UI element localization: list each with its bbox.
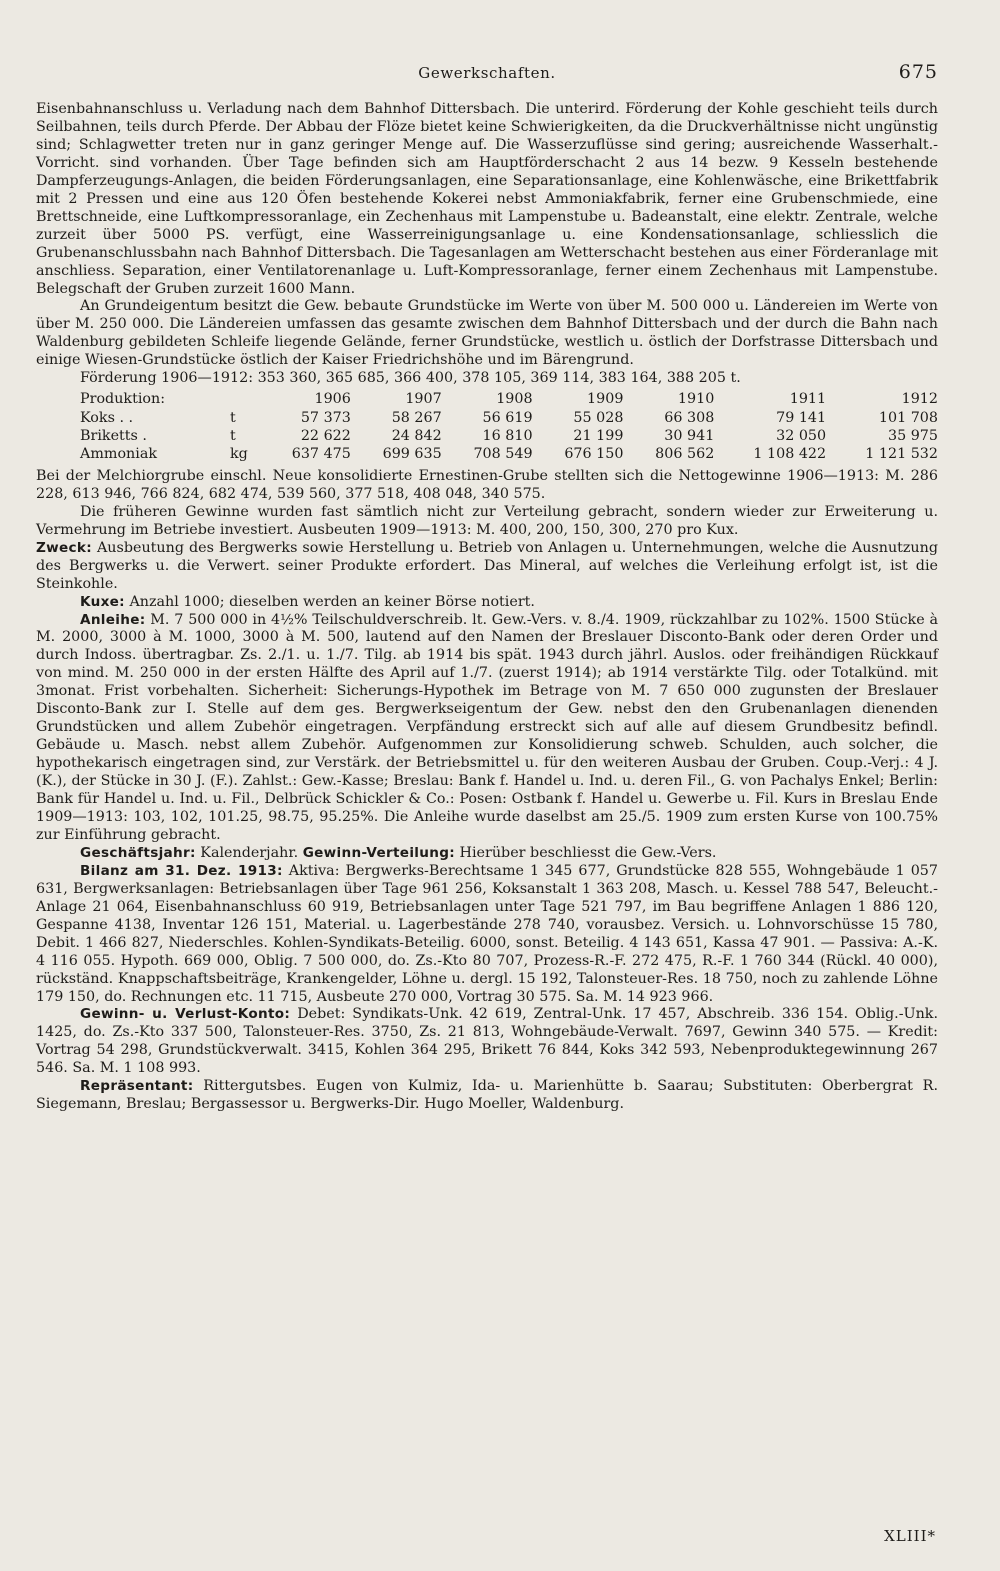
section-label: Bilanz am 31. Dez. 1913:: [80, 862, 283, 879]
section-label: Gewinn-Verteilung:: [302, 844, 455, 861]
running-title: Gewerkschaften.: [418, 64, 556, 82]
production-table: [36, 390, 938, 464]
table-cell: 101 708: [878, 409, 938, 426]
paragraph-gewinne: Die früheren Gewinne wurden fast sämtlich nicht zur Verteilung gebracht, sondern wieder zur Erweiterung u. Vermehrung im Betriebe investiert. Ausbeuten 1909—1913: M. 400, 200, 150, 300, 270 pro Kux.: [36, 503, 938, 538]
table-row: [36, 409, 938, 427]
section-label: Anleihe:: [80, 611, 146, 628]
table-cell: 16 810: [482, 428, 533, 445]
section-text: Rittergutsbes. Eugen von Kulmiz, Ida- u. Marienhütte b. Saarau; Substituten: Oberbergrat R. Siegemann, Breslau; Bergassessor u. Bergwerks-Dir. Hugo Moeller, Waldenburg.: [36, 1078, 938, 1113]
paragraph-foerderung: Förderung 1906—1912: 353 360, 365 685, 366 400, 378 105, 369 114, 383 164, 388 205 t.: [80, 370, 741, 387]
section-text: Aktiva: Bergwerks-Berechtsame 1 345 677, Grundstücke 828 555, Wohngebäude 1 057 631, Bergwerksanlagen: Betriebsanlagen über Tage 961 256, Koksanstalt 1 363 208, Masch. u. Kessel 788 547, Beleucht.-Anlage 21 064, Eisenbahnanschluss 60 919, Betriebsanlagen unter Tage 521 797, im Bau begriffene Anlagen 1 886 120, Gespanne 4138, Inventar 126 151, Material. u. Lagerbestände 278 740, vorausbez. Versich. u. Lohnvorschüsse 15 780, Debit. 1 466 827, Niederschles. Kohlen-Syndikats-Beteilig. 6000, sonst. Beteilig. 4 143 651, Kassa 47 901. — Passiva: A.-K. 4 116 055. Hypoth. 669 000, Oblig. 7 500 000, do. Zs.-Kto 80 707, Prozess-R.-F. 272 475, R.-F. 1 760 344 (Rückl. 40 000), rückständ. Knappschaftsbeiträge, Krankengelder, Löhne u. dergl. 15 192, Talonsteuer-Res. 18 750, noch zu zahlende Löhne 179 150, do. Rechnungen etc. 11 715, Ausbeute 270 000, Vortrag 30 575. Sa. M. 14 923 966.: [36, 862, 938, 1005]
table-cell: 32 050: [776, 428, 827, 445]
table-cell: 57 373: [300, 409, 351, 426]
table-cell: 79 141: [776, 409, 827, 426]
table-cell: 66 308: [664, 409, 715, 426]
page-number: 675: [898, 61, 938, 83]
table-cell: 35 975: [887, 428, 938, 445]
table-cell: 1906: [314, 391, 351, 408]
table-cell: Koks . .: [80, 409, 134, 426]
table-cell: 1911: [789, 391, 827, 408]
table-cell: 676 150: [564, 446, 624, 463]
section-repraesentant: [36, 1078, 938, 1114]
page-body: [36, 101, 938, 1114]
section-label: Gewinn- u. Verlust-Konto:: [80, 1006, 291, 1023]
section-bilanz: [36, 863, 938, 1007]
paragraph-nettogewinne: Bei der Melchiorgrube einschl. Neue konsolidierte Ernestinen-Grube stellten sich die Nettogewinne 1906—1913: M. 286 228, 613 946, 766 824, 682 474, 539 560, 377 518, 408 048, 340 575.: [36, 467, 938, 502]
sheet-signature: XLIII*: [884, 1527, 936, 1545]
table-cell: 806 562: [655, 446, 715, 463]
table-cell: 24 842: [391, 428, 442, 445]
section-label: Repräsentant:: [80, 1078, 194, 1095]
table-cell: t: [230, 428, 236, 445]
section-label: Geschäftsjahr:: [80, 844, 196, 861]
table-cell: kg: [230, 446, 248, 463]
page-header: [36, 58, 938, 88]
table-cell: 637 475: [291, 446, 351, 463]
table-cell: 22 622: [300, 428, 351, 445]
table-cell: 1907: [405, 391, 442, 408]
section-label: Zweck:: [36, 539, 92, 556]
table-cell: 1 121 532: [865, 446, 938, 463]
section-text: M. 7 500 000 in 4½% Teilschuldverschreib. lt. Gew.-Vers. v. 8./4. 1909, rückzahlbar zu 102%. 1500 Stücke à M. 2000, 3000 à M. 1000, 3000 à M. 500, lautend auf den Namen der Breslauer Disconto-Bank oder deren Order und durch Indoss. übertragbar. Zs. 2./1. u. 1./7. Tilg. ab 1914 bis spät. 1943 durch jährl. Auslos. oder freihändigen Rückkauf von mind. M. 250 000 in der ersten Hälfte des April auf 1./7. (zuerst 1914); ab 1914 verstärkte Tilg. oder Totalkünd. mit 3monat. Frist vorbehalten. Sicherheit: Sicherungs-Hypothek im Betrage von M. 7 650 000 zugunsten der Breslauer Disconto-Bank zur I. Stelle auf dem ges. Bergwerkseigentum der Gew. nebst den den Grubenanlagen dienenden Grundstücken und allem Zubehör eingetragen. Verpfändung erstreckt sich auf alle auf diesem Grundbesitz befindl. Gebäude u. Masch. nebst allem Zubehör. Aufgenommen zur Konsolidierung schweb. Schulden, auch solcher, die hypothekarisch eingetragen sind, zur Verstärk. der Betriebsmittel u. für den weiteren Ausbau der Gruben. Coup.-Verj.: 4 J. (K.), der Stücke in 30 J. (F.). Zahlst.: Gew.-Kasse; Breslau: Bank f. Handel u. Ind. u. deren Fil., G. von Pachalys Enkel; Berlin: Bank für Handel u. Ind. u. Fil., Delbrück Schickler & Co.: Posen: Ostbank f. Handel u. Gewerbe u. Fil. Kurs in Breslau Ende 1909—1913: 103, 102, 101.25, 98.75, 95.25%. Die Anleihe wurde daselbst am 25./5. 1909 zum ersten Kurse von 100.75% zur Einführung gebracht.: [36, 611, 938, 843]
section-kuxe: [36, 594, 938, 612]
section-label: Kuxe:: [80, 593, 125, 610]
section-text: Ausbeutung des Bergwerks sowie Herstellung u. Betrieb von Anlagen u. Unternehmungen, welche die Ausnutzung des Bergwerks u. die Verwert. seiner Produkte erfordert. Das Mineral, auf welches die Verleihung erfolgt ist, ist die Steinkohle.: [36, 539, 938, 592]
section-text: Anzahl 1000; dieselben werden an keiner Börse notiert.: [129, 593, 535, 610]
paragraph-grundeigentum: An Grundeigentum besitzt die Gew. bebaute Grundstücke im Werte von über M. 500 000 u. Ländereien im Werte von über M. 250 000. Die Ländereien umfassen das gesamte zwischen dem Bahnhof Dittersbach und der durch die Bahn nach Waldenburg gebildeten Schleife liegende Gelände, ferner Grundstücke, westlich u. östlich der Dorfstrasse Dittersbach und einige Wiesen-Grundstücke östlich der Kaiser Friedrichshöhe und im Bärengrund.: [36, 298, 938, 369]
table-cell: [230, 390, 260, 408]
section-zweck: [36, 540, 938, 594]
section-anleihe: [36, 612, 938, 845]
table-cell: 56 619: [482, 409, 533, 426]
table-cell: 1908: [496, 391, 533, 408]
section-geschaeftsjahr: [36, 845, 938, 863]
table-cell: t: [230, 409, 236, 426]
table-cell: 30 941: [664, 428, 715, 445]
section-text: Kalenderjahr.: [200, 844, 299, 861]
table-cell: 1910: [677, 391, 715, 408]
paragraph-facilities: Eisenbahnanschluss u. Verladung nach dem Bahnhof Dittersbach. Die unterird. Förderung der Kohle geschieht teils durch Seilbahnen, teils durch Pferde. Der Abbau der Flöze bietet keine Schwierigkeiten, da die Druckverhältnisse nicht ungünstig sind; Schlagwetter treten nur in ganz geringer Menge auf. Die Wasserzuflüsse sind gering; ausreichende Wasserhalt.-Vorricht. sind vorhanden. Über Tage befinden sich am Hauptförderschacht 2 aus 14 bezw. 9 Kesseln bestehende Dampferzeugungs-Anlagen, die beiden Förderungsanlagen, eine Separationsanlage, eine Kohlenwäsche, eine Brikettfabrik mit 2 Pressen und eine aus 120 Öfen bestehende Kokerei nebst Ammoniakfabrik, ferner eine Grubenschmiede, eine Brettschneide, eine Luftkompressoranlage, ein Zechenhaus mit Lampenstube u. Badeanstalt, eine elektr. Zentrale, welche zurzeit über 5000 PS. verfügt, eine Wasserreinigungsanlage u. eine Kondensationsanlage, schliesslich die Grubenanschlussbahn nach Bahnhof Dittersbach. Die Tagesanlagen am Wetterschacht bestehen aus einer Förderanlage mit anschliess. Separation, einer Ventilatorenanlage u. Luft-Kompressoranlage, ferner einem Zechenhaus mit Lampenstube. Belegschaft der Gruben zurzeit 1600 Mann.: [36, 101, 938, 297]
table-cell: 1912: [901, 391, 938, 408]
table-row: [36, 445, 938, 463]
table-cell: 58 267: [391, 409, 442, 426]
table-cell: 699 635: [382, 446, 442, 463]
table-row: [36, 427, 938, 445]
table-cell: Ammoniak: [80, 446, 158, 463]
section-text: Hierüber beschliesst die Gew.-Vers.: [459, 844, 717, 861]
table-cell: 1 108 422: [753, 446, 827, 463]
table-cell: Produktion:: [80, 391, 166, 408]
section-text: Debet: Syndikats-Unk. 42 619, Zentral-Unk. 17 457, Abschreib. 336 154. Oblig.-Unk. 1425, do. Zs.-Kto 337 500, Talonsteuer-Res. 3750, Zs. 21 813, Wohngebäude-Verwalt. 7697, Gewinn 340 575. — Kredit: Vortrag 54 298, Grundstückverwalt. 3415, Kohlen 364 295, Brikett 76 844, Koks 342 593, Nebenproduktegewinnung 267 546. Sa. M. 1 108 993.: [36, 1006, 939, 1077]
table-cell: 21 199: [573, 428, 624, 445]
section-gewinn-verlust: [36, 1006, 938, 1078]
table-header-row: [36, 390, 938, 408]
table-cell: 708 549: [473, 446, 533, 463]
table-cell: 1909: [587, 391, 624, 408]
table-cell: 55 028: [573, 409, 624, 426]
table-cell: Briketts .: [80, 428, 147, 445]
